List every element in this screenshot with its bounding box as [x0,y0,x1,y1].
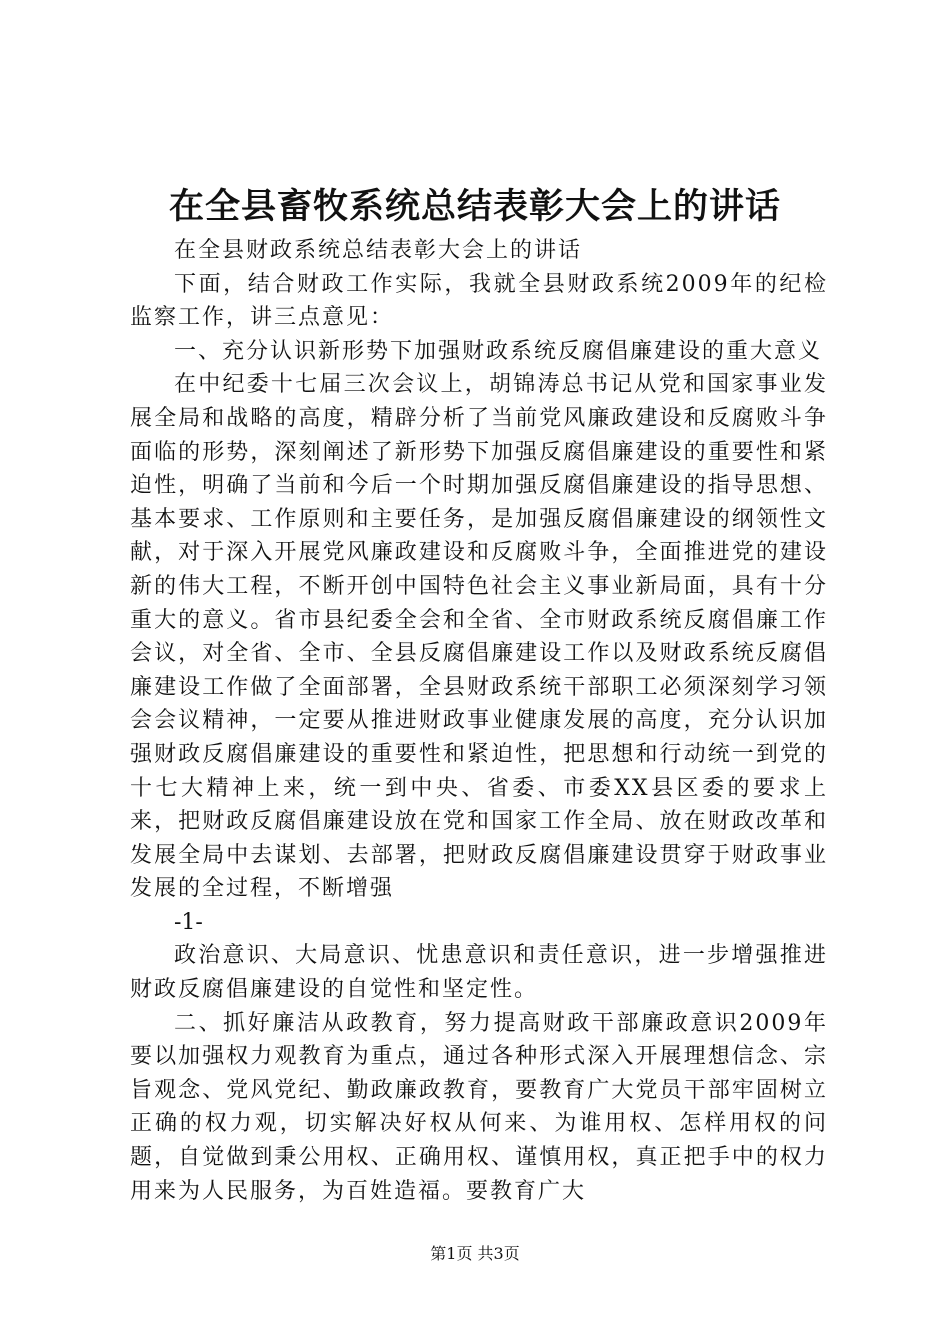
paragraph-body-1: 在中纪委十七届三次会议上，胡锦涛总书记从党和国家事业发展全局和战略的高度，精辟分析了当前党风廉政建设和反腐败斗争面临的形势，深刻阐述了新形势下加强反腐倡廉建设的重要性和紧迫性，明确了当前和今后一个时期加强反腐倡廉建设的指导思想、基本要求、工作原则和主要任务，是加强反腐倡廉建设的纲领性文献，对于深入开展党风廉政建设和反腐败斗争，全面推进党的建设新的伟大工程，不断开创中国特色社会主义事业新局面，具有十分重大的意义。省市县纪委全会和全省、全市财政系统反腐倡廉工作会议，对全省、全市、全县反腐倡廉建设工作以及财政系统反腐倡廉建设工作做了全面部署，全县财政系统干部职工必须深刻学习领会会议精神，一定要从推进财政事业健康发展的高度，充分认识加强财政反腐倡廉建设的重要性和紧迫性，把思想和行动统一到党的十七大精神上来，统一到中央、省委、市委XX县区委的要求上来，把财政反腐倡廉建设放在党和国家工作全局、放在财政改革和发展全局中去谋划、去部署，把财政反腐倡廉建设贯穿于财政事业发展的全过程，不断增强 [130,372,828,902]
paragraph-heading-2: 二、抓好廉洁从政教育，努力提高财政干部廉政意识2009年要以加强权力观教育为重点，通过各种形式深入开展理想信念、宗旨观念、党风党纪、勤政廉政教育，要教育广大党员干部牢固树立正确的权力观，切实解决好权从何来、为谁用权、怎样用权的问题，自觉做到秉公用权、正确用权、谨慎用权，真正把手中的权力用来为人民服务，为百姓造福。要教育广大 [130,1010,828,1204]
document-title: 在全县畜牧系统总结表彰大会上的讲话 [168,186,781,227]
page-footer: 第1页 共3页 [430,1244,520,1263]
paragraph-subtitle: 在全县财政系统总结表彰大会上的讲话 [174,238,583,263]
paragraph-intro: 下面，结合财政工作实际，我就全县财政系统2009年的纪检监察工作，讲三点意见： [130,271,828,331]
inline-page-marker: -1- [174,909,203,935]
paragraph-body-2: 政治意识、大局意识、忧患意识和责任意识，进一步增强推进财政反腐倡廉建设的自觉性和坚定性。 [130,943,828,1003]
paragraph-heading-1: 一、充分认识新形势下加强财政系统反腐倡廉建设的重大意义 [174,338,823,364]
document-body [130,234,828,1208]
